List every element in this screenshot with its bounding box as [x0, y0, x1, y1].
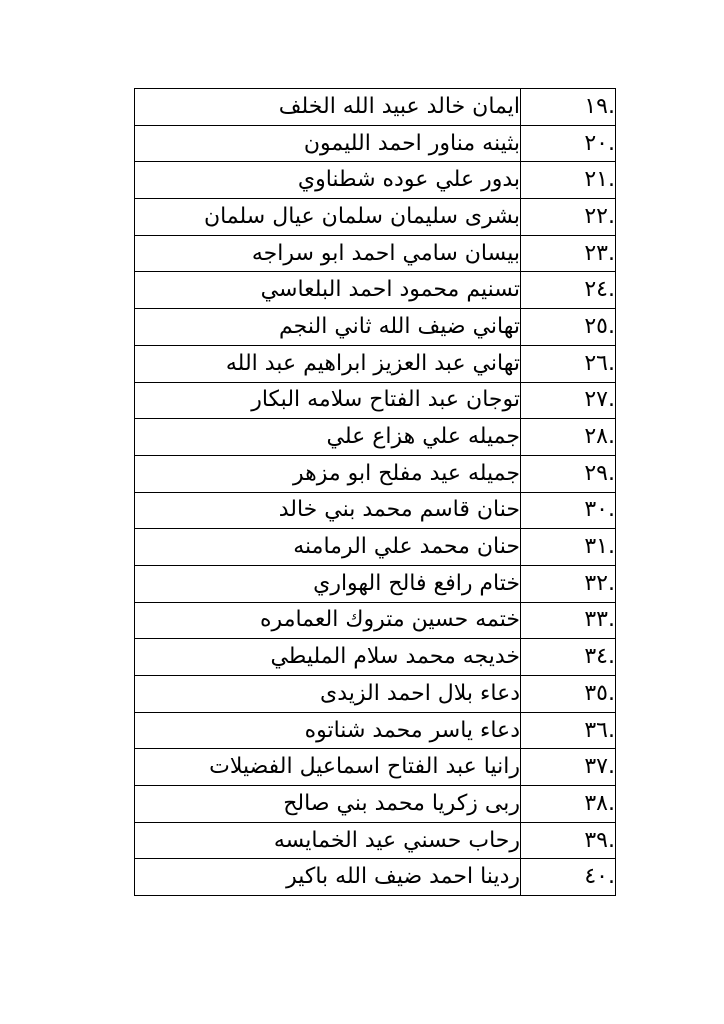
person-name: دعاء بلال احمد الزيدى — [135, 676, 521, 713]
names-table — [134, 88, 616, 896]
person-name: بثينه مناور احمد الليمون — [135, 125, 521, 162]
person-name: توجان عبد الفتاح سلامه البكار — [135, 382, 521, 419]
table-row — [135, 272, 616, 309]
person-name: رحاب حسني عيد الخمايسه — [135, 822, 521, 859]
row-number: .٣٧ — [521, 749, 616, 786]
table-row — [135, 382, 616, 419]
person-name: تهاني عبد العزيز ابراهيم عبد الله — [135, 345, 521, 382]
row-number: .٤٠ — [521, 859, 616, 896]
table-row — [135, 565, 616, 602]
table-row — [135, 639, 616, 676]
table-row — [135, 822, 616, 859]
table-row — [135, 529, 616, 566]
row-number: .٢٤ — [521, 272, 616, 309]
row-number: .٢٢ — [521, 199, 616, 236]
row-number: .٢٣ — [521, 235, 616, 272]
person-name: حنان قاسم محمد بني خالد — [135, 492, 521, 529]
row-number: .٣١ — [521, 529, 616, 566]
person-name: تسنيم محمود احمد البلعاسي — [135, 272, 521, 309]
table-row — [135, 309, 616, 346]
row-number: .٣٩ — [521, 822, 616, 859]
row-number: .٣٢ — [521, 565, 616, 602]
row-number: .٢٥ — [521, 309, 616, 346]
row-number: .٣٣ — [521, 602, 616, 639]
person-name: ختام رافع فالح الهواري — [135, 565, 521, 602]
person-name: تهاني ضيف الله ثاني النجم — [135, 309, 521, 346]
row-number: .٣٨ — [521, 786, 616, 823]
row-number: .١٩ — [521, 89, 616, 126]
person-name: خديجه محمد سلام المليطي — [135, 639, 521, 676]
table-row — [135, 455, 616, 492]
table-row — [135, 235, 616, 272]
row-number: .٣٤ — [521, 639, 616, 676]
table-row — [135, 345, 616, 382]
row-number: .٢٨ — [521, 419, 616, 456]
table-row — [135, 125, 616, 162]
row-number: .٢٩ — [521, 455, 616, 492]
person-name: حنان محمد علي الرمامنه — [135, 529, 521, 566]
table-row — [135, 676, 616, 713]
table-row — [135, 492, 616, 529]
person-name: رانيا عبد الفتاح اسماعيل الفضيلات — [135, 749, 521, 786]
person-name: ختمه حسين متروك العمامره — [135, 602, 521, 639]
row-number: .٢١ — [521, 162, 616, 199]
table-row — [135, 786, 616, 823]
table-row — [135, 712, 616, 749]
table-row — [135, 89, 616, 126]
table-row — [135, 162, 616, 199]
person-name: بشرى سليمان سلمان عيال سلمان — [135, 199, 521, 236]
person-name: دعاء ياسر محمد شناتوه — [135, 712, 521, 749]
names-table-body — [135, 89, 616, 896]
row-number: .٢٠ — [521, 125, 616, 162]
person-name: بيسان سامي احمد ابو سراجه — [135, 235, 521, 272]
person-name: ايمان خالد عبيد الله الخلف — [135, 89, 521, 126]
table-row — [135, 419, 616, 456]
row-number: .٣٠ — [521, 492, 616, 529]
table-row — [135, 749, 616, 786]
person-name: جميله علي هزاع علي — [135, 419, 521, 456]
table-row — [135, 199, 616, 236]
row-number: .٢٦ — [521, 345, 616, 382]
person-name: جميله عيد مفلح ابو مزهر — [135, 455, 521, 492]
row-number: .٣٦ — [521, 712, 616, 749]
row-number: .٢٧ — [521, 382, 616, 419]
table-row — [135, 859, 616, 896]
table-row — [135, 602, 616, 639]
person-name: ربى زكريا محمد بني صالح — [135, 786, 521, 823]
person-name: بدور علي عوده شطناوي — [135, 162, 521, 199]
row-number: .٣٥ — [521, 676, 616, 713]
person-name: ردينا احمد ضيف الله باكير — [135, 859, 521, 896]
